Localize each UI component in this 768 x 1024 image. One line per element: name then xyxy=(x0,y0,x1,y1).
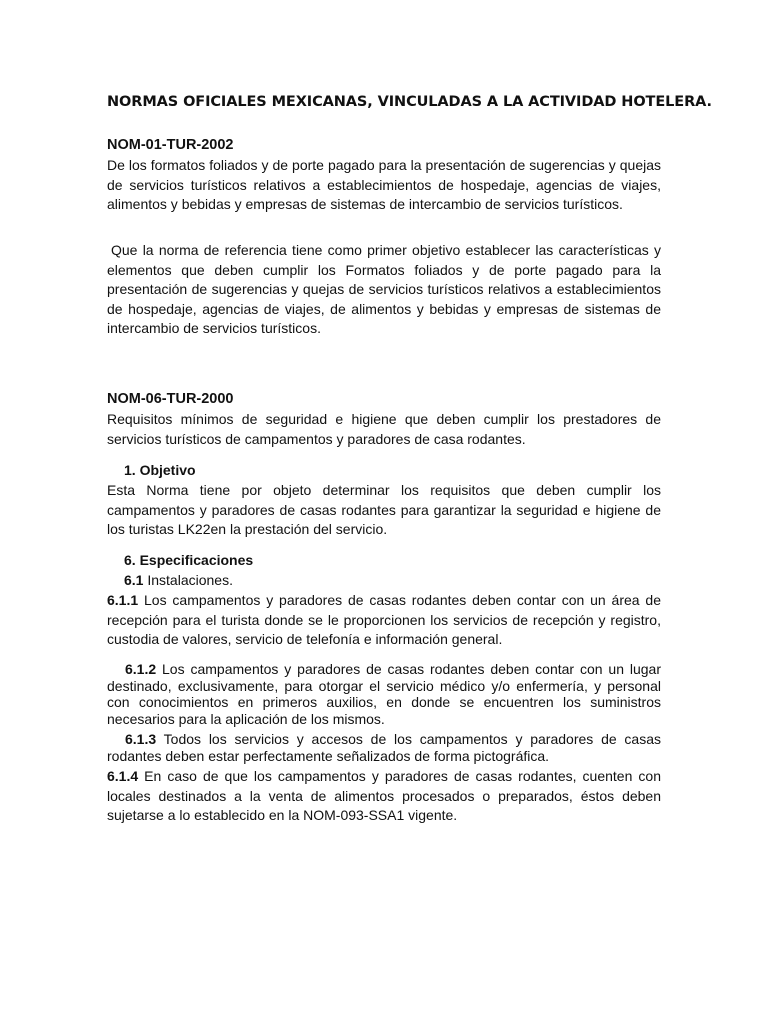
section-6-1-3 xyxy=(107,731,661,764)
nom1-objective-paragraph: Que la norma de referencia tiene como primer objetivo establecer las características y elementos que deben cumplir los Formatos foliados y de porte pagado para la presentación de sugerencias y quejas de servicios turísticos relativos a establecimientos de hospedaje, agencias de viajes, de alimentos y bebidas y empresas de sistemas de intercambio de servicios turísticos. xyxy=(107,242,661,336)
nom1-heading: NOM-01-TUR-2002 xyxy=(107,137,234,153)
section-6-1-2-number: 6.1.2 xyxy=(125,661,157,677)
section-1-heading: 1. Objetivo xyxy=(124,462,196,478)
section-6-1-4-text: En caso de que los campamentos y paradores de casas rodantes, cuenten con locales destinados a la venta de alimentos procesados o preparados, éstos deben sujetarse a lo establecido en la NOM-093-SSA1 vigente. xyxy=(107,768,661,823)
nom1-description: De los formatos foliados y de porte pagado para la presentación de sugerencias y quejas de servicios turísticos relativos a establecimientos de hospedaje, agencias de viajes, alimentos y bebidas y empresas de sistemas de intercambio de servicios turísticos. xyxy=(107,157,661,212)
nom6-description: Requisitos mínimos de seguridad e higiene que deben cumplir los prestadores de servicios turísticos de campamentos y paradores de casa rodantes. xyxy=(107,411,661,447)
section-6-1-1-number: 6.1.1 xyxy=(107,592,139,608)
section-6-1-1-text: Los campamentos y paradores de casas rodantes deben contar con un área de recepción para el turista donde se le proporcionen los servicios de recepción y registro, custodia de valores, servicio de telefonía e información general. xyxy=(107,592,661,647)
section-6-1-1 xyxy=(107,591,661,650)
section-6-1-4-number: 6.1.4 xyxy=(107,768,139,784)
section-6-1-3-number: 6.1.3 xyxy=(125,731,157,747)
document-title: NORMAS OFICIALES MEXICANAS, VINCULADAS A LA ACTIVIDAD HOTELERA. xyxy=(107,94,712,110)
section-6-1 xyxy=(124,572,233,588)
section-6-1-2-text: Los campamentos y paradores de casas rodantes deben contar con un lugar destinado, exclusivamente, para otorgar el servicio médico y/o enfermería, y personal con conocimientos en primeros auxilios, en donde se encuentren los suministros necesarios para la aplicación de los mismos. xyxy=(107,661,661,727)
section-6-1-number: 6.1 xyxy=(124,572,144,588)
section-6-1-3-text: Todos los servicios y accesos de los campamentos y paradores de casas rodantes deben estar perfectamente señalizados de forma pictográfica. xyxy=(107,731,661,764)
section-1-text: Esta Norma tiene por objeto determinar los requisitos que deben cumplir los campamentos y paradores de casas rodantes para garantizar la seguridad e higiene de los turistas LK22en la prestación del servicio. xyxy=(107,482,661,537)
nom6-heading: NOM-06-TUR-2000 xyxy=(107,391,234,407)
section-6-1-2 xyxy=(107,661,661,727)
section-6-1-4 xyxy=(107,767,661,826)
section-6-heading: 6. Especificaciones xyxy=(124,552,254,568)
section-6-1-text: Instalaciones. xyxy=(143,572,233,588)
